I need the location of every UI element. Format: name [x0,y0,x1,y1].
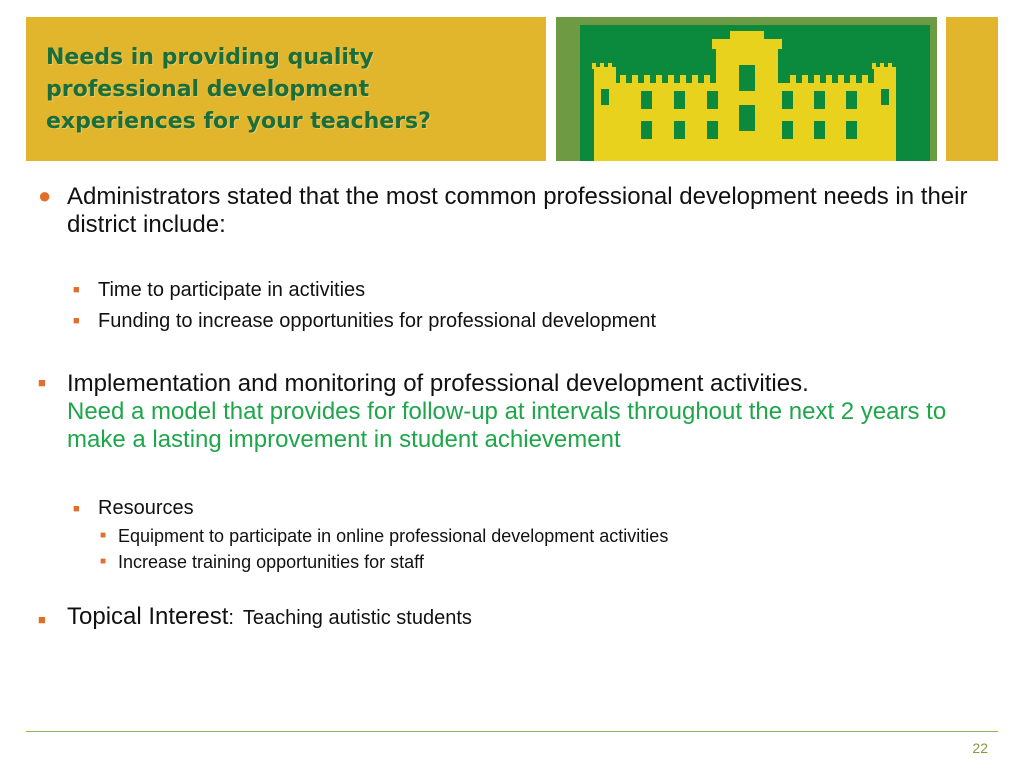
sub-bullet-marker: ■ [73,315,80,327]
bullet-marker-square: ■ [38,375,46,390]
sub-bullet-item: Time to participate in activities [98,279,366,301]
sub-bullet-marker: ■ [73,503,80,515]
sub-sub-bullet-item: Increase training opportunities for staff [118,552,424,572]
footer-divider [26,731,998,732]
bullet-2-highlight: Need a model that provides for follow-up at intervals throughout the next 2 years to make a lasting improvement in student achievement [67,398,947,453]
bullet-3-text [67,603,967,631]
sub-bullet-item: Funding to increase opportunities for professional development [98,310,657,332]
sub-sub-bullet-item: Equipment to participate in online professional development activities [118,526,669,546]
bullet-marker-square: ■ [38,612,46,627]
slide-title: Needs in providing quality professional development experiences for your teachers? [46,45,431,134]
page-number: 22 [972,740,988,756]
bullet-3-detail: Teaching autistic students [242,607,472,629]
sub-sub-bullet-marker: ■ [100,556,107,567]
bullet-3-colon: : [228,607,234,629]
bullet-1-text: Administrators stated that the most common professional development needs in their district include: [67,183,968,238]
sub-sub-bullet-marker: ■ [100,530,107,541]
sub-bullet-marker: ■ [73,284,80,296]
bullet-3-label: Topical Interest [67,603,229,630]
bullet-2-text [67,370,987,454]
bullet-marker-dot: ● [38,183,52,208]
bullet-2-main: Implementation and monitoring of professional development activities. [67,370,809,397]
resources-label: Resources [98,497,194,519]
